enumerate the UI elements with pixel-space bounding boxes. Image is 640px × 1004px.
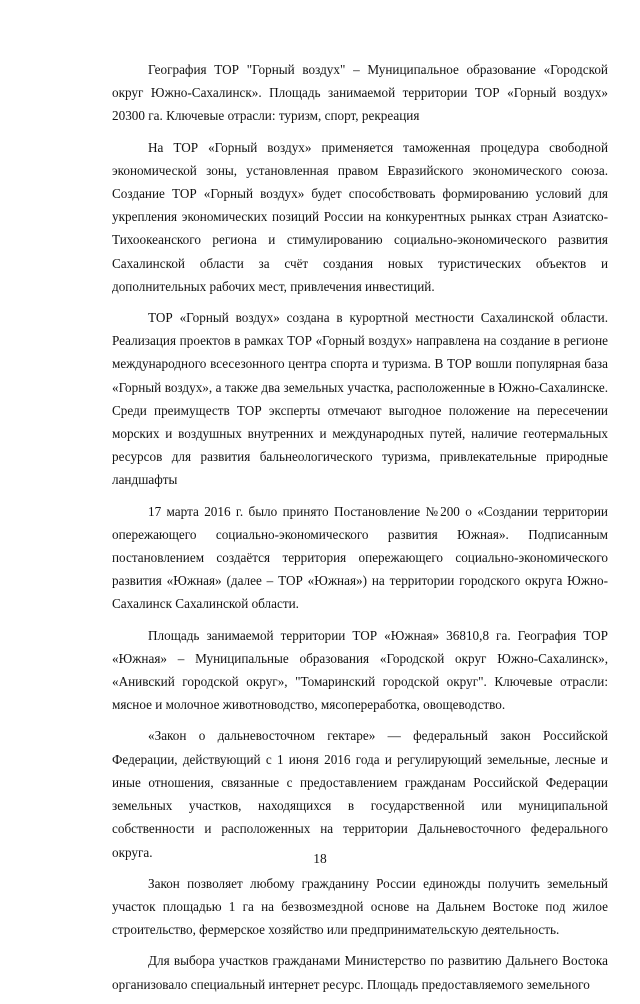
paragraph-far-east-hectare-law: «Закон о дальневосточном гектаре» — федеральный закон Российской Федерации, действующий с 1 июня 2016 года и регулирующий земельные, лесные и иные отношения, связанные с предоставлением гражданам Российской Федерации земельных участков, находящихся в государственной или муниципальной собственности и расположенных на территории Дальневосточного федерального округа. [112,728,608,860]
paragraph-tor-gorny-geography: География ТОР "Горный воздух" – Муниципальное образование «Городской округ Южно-Сахалинск». Площадь занимаемой территории ТОР «Горный воздух» 20300 га. Ключевые отрасли: туризм, спорт, рекреация [112,62,608,124]
paragraph-tor-yuzhnaya-area: Площадь занимаемой территории ТОР «Южная» 36810,8 га. География ТОР «Южная» – Муниципальные образования «Городской округ Южно-Сахалинск», «Анивский городской округ», "Томаринский городской округ". Ключевые отрасли: мясное и молочное животноводство, мясопереработка, овощеводство. [112,627,608,713]
paragraph-ministry-resource: Для выбора участков гражданами Министерство по развитию Дальнего Востока организовало специальный интернет ресурс. Площадь предоставляемого земельного [112,953,608,992]
paragraph-tor-gorny-resort: ТОР «Горный воздух» создана в курортной местности Сахалинской области. Реализация проектов в рамках ТОР «Горный воздух» направлена на создание в регионе международного всесезонного центра спорта и туризма. В ТОР вошли популярная база «Горный воздух», а также два земельных участка, расположенные в Южно-Сахалинске. Среди преимуществ ТОР эксперты отмечают выгодное положение на пересечении морских и воздушных внутренних и международных путей, наличие геотермальных ресурсов для развития бальнеологического туризма, привлекательные природные ландшафты [112,310,608,488]
page-number: 18 [313,851,327,866]
paragraph-tor-yuzhnaya-decree: 17 марта 2016 г. было принято Постановление №200 о «Создании территории опережающего социально-экономического развития Южная». Подписанным постановлением создаётся территория опережающего социально-экономического развития «Южная» (далее – ТОР «Южная») на территории городского округа Южно-Сахалинск Сахалинской области. [112,503,608,612]
paragraph-law-allows: Закон позволяет любому гражданину России единожды получить земельный участок площадью 1 га на безвозмездной основе на Дальнем Востоке под жилое строительство, фермерское хозяйство или предпринимательскую деятельность. [112,875,608,938]
paragraph-tor-gorny-customs: На ТОР «Горный воздух» применяется таможенная процедура свободной экономической зоны, установленная правом Евразийского экономического союза. Создание ТОР «Горный воздух» будет способствовать формированию условий для укрепления экономических позиций России на конкурентных рынках стран Азиатско-Тихоокеанского региона и стимулированию социально-экономического развития Сахалинской области за счёт создания новых туристических объектов и дополнительных рабочих мест, привлечения инвестиций. [112,139,608,294]
